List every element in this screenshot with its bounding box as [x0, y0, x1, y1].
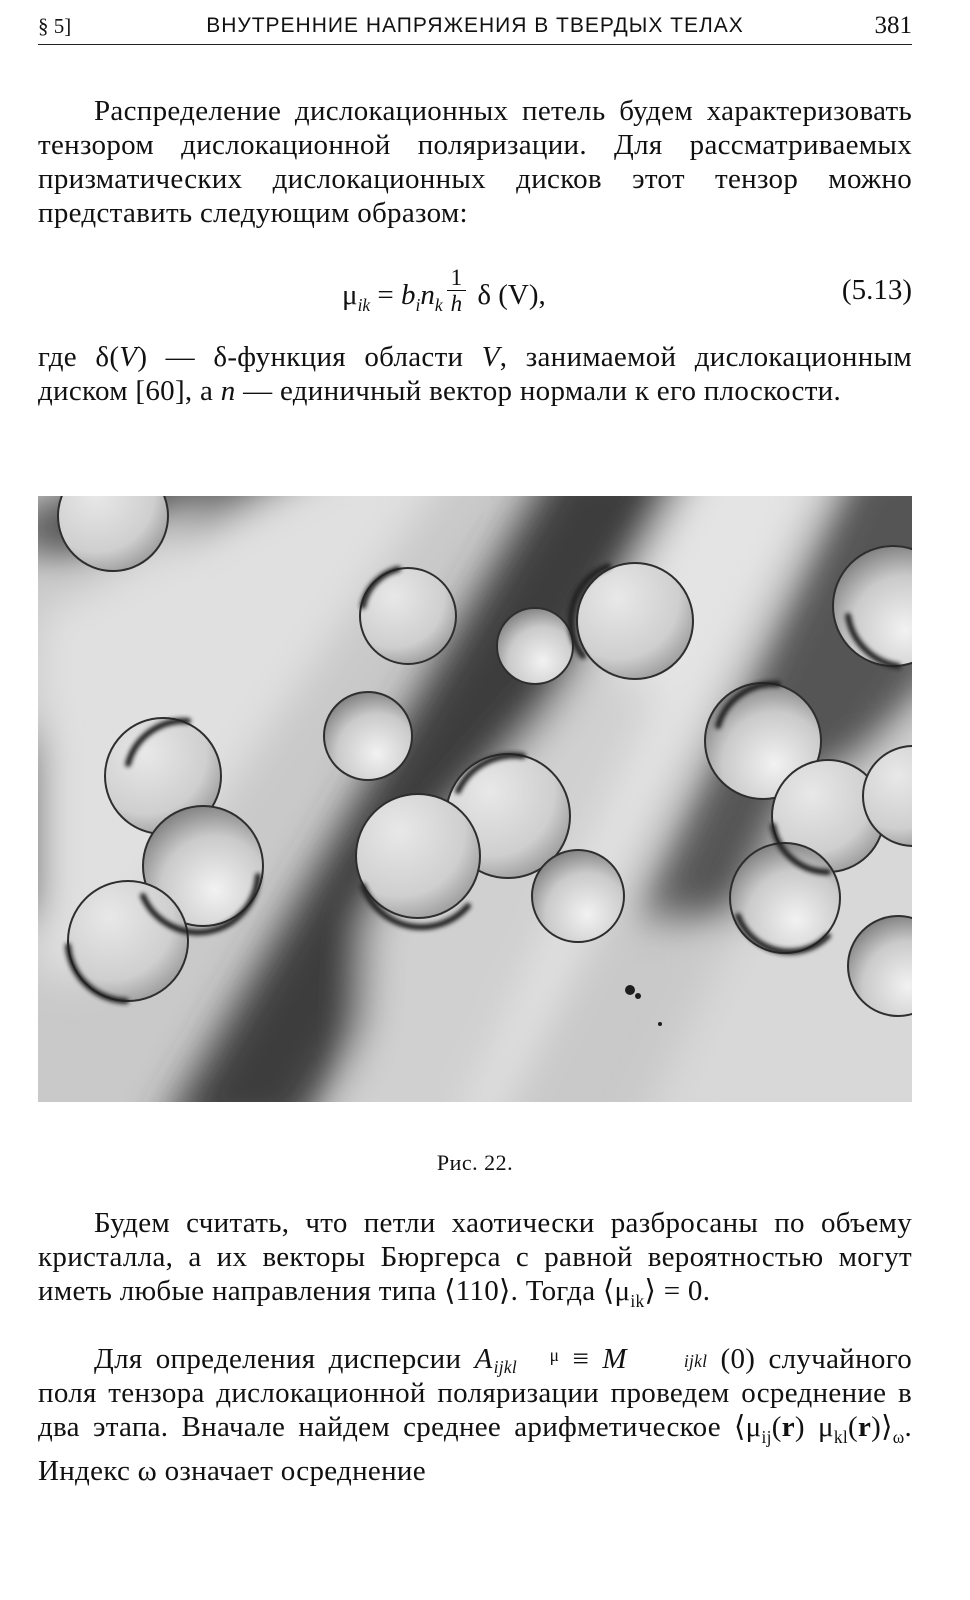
- equation-number: (5.13): [841, 274, 912, 306]
- dislocation-loops-micrograph: [38, 496, 912, 1102]
- running-title: ВНУТРЕННИЕ НАПРЯЖЕНИЯ В ТВЕРДЫХ ТЕЛАХ: [206, 14, 744, 37]
- paragraph-3: Будем считать, что петли хаотически разбросаны по объему кристалла, а их векторы Бюргерса с равной вероятностью могут иметь любые направления типа ⟨110⟩. Тогда $⟨\mu_{ik}⟩ = 0$.: [38, 1207, 912, 1311]
- running-header: [38, 10, 912, 45]
- figure-caption: Рис. 22.: [436, 1150, 514, 1175]
- paragraph-4: Для определения дисперсии A μ ijkl ≡ M ijkl (0) случайного поля тензора дислокационной поляризации проведем осреднение в два этапа. Вначале найдем среднее арифметическое $⟨\mu_{ij}(r)$ $\mu_{kl}(r)⟩_\omega$. Индекс ω означает осреднение: [38, 1343, 913, 1487]
- paragraph-1: Распределение дислокационных петель будем характеризовать тензором дислокационной поляризации. Для рассматриваемых призматических дислокационных дисков этот тензор можно представить следующим образом:: [38, 95, 912, 229]
- fraction: $\frac{1}{h}$: [447, 266, 467, 317]
- section-number: § 5]: [38, 14, 72, 38]
- page-number: 381: [874, 12, 912, 39]
- micrograph-figure: [38, 496, 912, 1102]
- paragraph-2: где δ(V) — δ-функция области V, занимаемой дислокационным диском [60], а n — единичный вектор нормали к его плоскости.: [38, 341, 913, 407]
- formula-body: $\mu_{ik} = b_in_k$ $\frac{1}{h}$ δ (V),: [342, 265, 546, 316]
- formula-5-13: [38, 262, 912, 332]
